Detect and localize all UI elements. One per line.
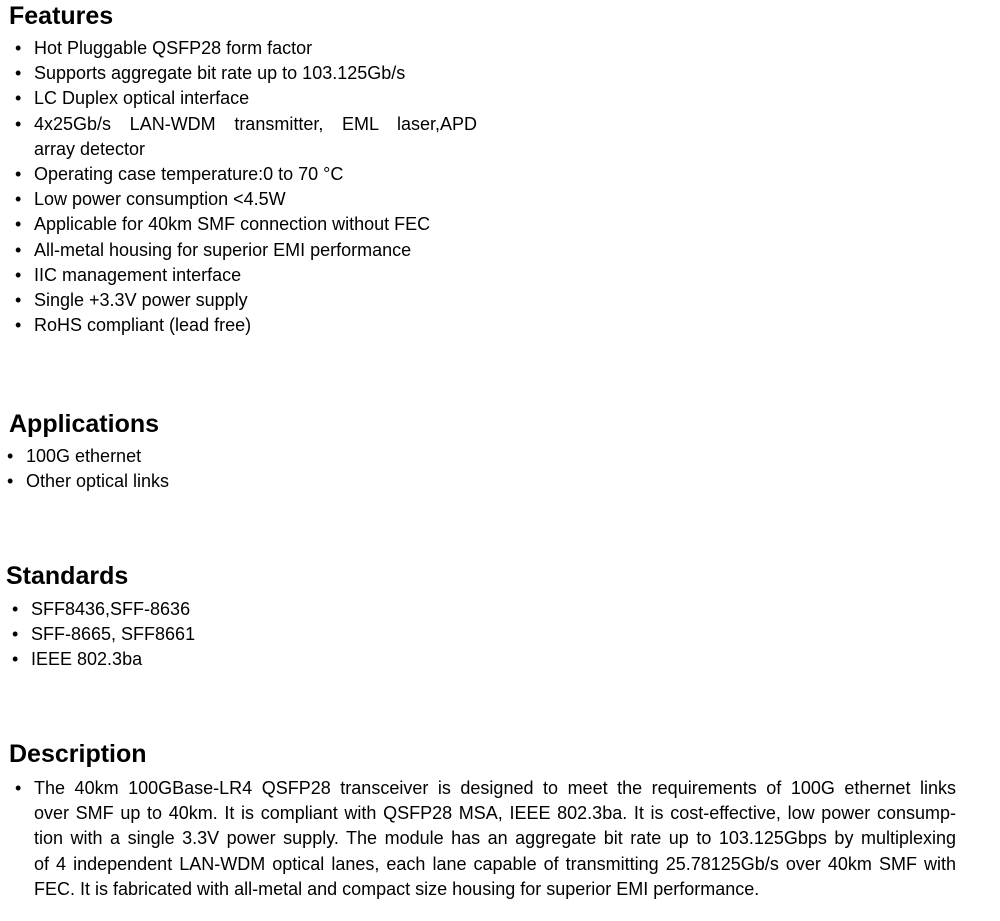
description-heading: Description xyxy=(9,740,147,768)
description-line-4: of 4 independent LAN-WDM optical lanes, each lane capable of transmitting 25.78125Gb/s over 40km SMF with xyxy=(34,853,956,874)
standard-item-2 xyxy=(12,622,412,647)
application-item-1 xyxy=(7,444,407,469)
application-text: 100G ethernet xyxy=(26,446,142,466)
bullet-icon: • xyxy=(15,88,22,109)
feature-text: All-metal housing for superior EMI performance xyxy=(34,239,412,260)
application-item-2 xyxy=(7,469,407,494)
feature-item-5 xyxy=(15,162,485,187)
feature-item-3 xyxy=(15,86,485,111)
feature-item-4 xyxy=(15,112,485,162)
bullet-icon: • xyxy=(15,164,22,185)
description-line-1: The 40km 100GBase-LR4 QSFP28 transceiver is designed to meet the requirements of 100G ethernet links xyxy=(34,778,956,798)
applications-heading: Applications xyxy=(9,410,160,438)
feature-item-2 xyxy=(15,61,485,86)
feature-item-8 xyxy=(15,238,485,263)
bullet-icon: • xyxy=(15,113,22,134)
feature-text: Low power consumption <4.5W xyxy=(34,189,286,210)
description-line-2: over SMF up to 40km. It is compliant with QSFP28 MSA, IEEE 802.3ba. It is cost-effective, low power consump- xyxy=(34,803,956,824)
feature-item-6 xyxy=(15,187,485,212)
standard-item-1 xyxy=(12,597,412,622)
feature-text: Supports aggregate bit rate up to 103.125Gb/s xyxy=(34,63,406,84)
applications-list xyxy=(7,444,407,494)
feature-text: RoHS compliant (lead free) xyxy=(34,315,252,336)
feature-text: Hot Pluggable QSFP28 form factor xyxy=(34,38,313,58)
bullet-icon: • xyxy=(12,624,19,645)
application-text: Other optical links xyxy=(26,471,170,492)
description-line-5: FEC. It is fabricated with all-metal and compact size housing for superior EMI performance. xyxy=(34,878,760,899)
standard-text: IEEE 802.3ba xyxy=(31,649,143,670)
standard-text: SFF8436,SFF-8636 xyxy=(31,599,191,619)
bullet-icon: • xyxy=(7,471,14,492)
feature-item-11 xyxy=(15,313,485,338)
description-paragraph xyxy=(15,776,956,902)
bullet-icon: • xyxy=(7,446,14,466)
feature-text: Single +3.3V power supply xyxy=(34,290,248,311)
bullet-icon: • xyxy=(15,189,22,210)
standard-text: SFF-8665, SFF8661 xyxy=(31,624,196,645)
feature-item-9 xyxy=(15,263,485,288)
features-list xyxy=(15,36,485,338)
feature-text: Applicable for 40km SMF connection without FEC xyxy=(34,214,431,235)
bullet-icon: • xyxy=(15,63,22,84)
feature-text: Operating case temperature:0 to 70 °C xyxy=(34,164,344,185)
feature-item-10 xyxy=(15,288,485,313)
bullet-icon: • xyxy=(15,778,22,798)
feature-item-7 xyxy=(15,212,485,237)
bullet-icon: • xyxy=(15,290,22,311)
feature-text-continuation: array detector xyxy=(34,138,146,159)
feature-text: LC Duplex optical interface xyxy=(34,88,250,109)
bullet-icon: • xyxy=(15,264,22,285)
feature-text: IIC management interface xyxy=(34,264,242,285)
features-heading: Features xyxy=(9,2,114,30)
feature-item-1 xyxy=(15,36,485,61)
standards-list xyxy=(12,597,412,673)
feature-text: 4x25Gb/s LAN-WDM transmitter, EML laser,APD xyxy=(34,113,477,134)
bullet-icon: • xyxy=(12,649,19,670)
standards-heading: Standards xyxy=(6,562,129,590)
bullet-icon: • xyxy=(15,38,22,58)
bullet-icon: • xyxy=(12,599,19,619)
bullet-icon: • xyxy=(15,214,22,235)
description-line-3: tion with a single 3.3V power supply. The module has an aggregate bit rate up to 103.125Gbps by multiplexing xyxy=(34,828,956,849)
standard-item-3 xyxy=(12,647,412,672)
bullet-icon: • xyxy=(15,315,22,336)
bullet-icon: • xyxy=(15,239,22,260)
